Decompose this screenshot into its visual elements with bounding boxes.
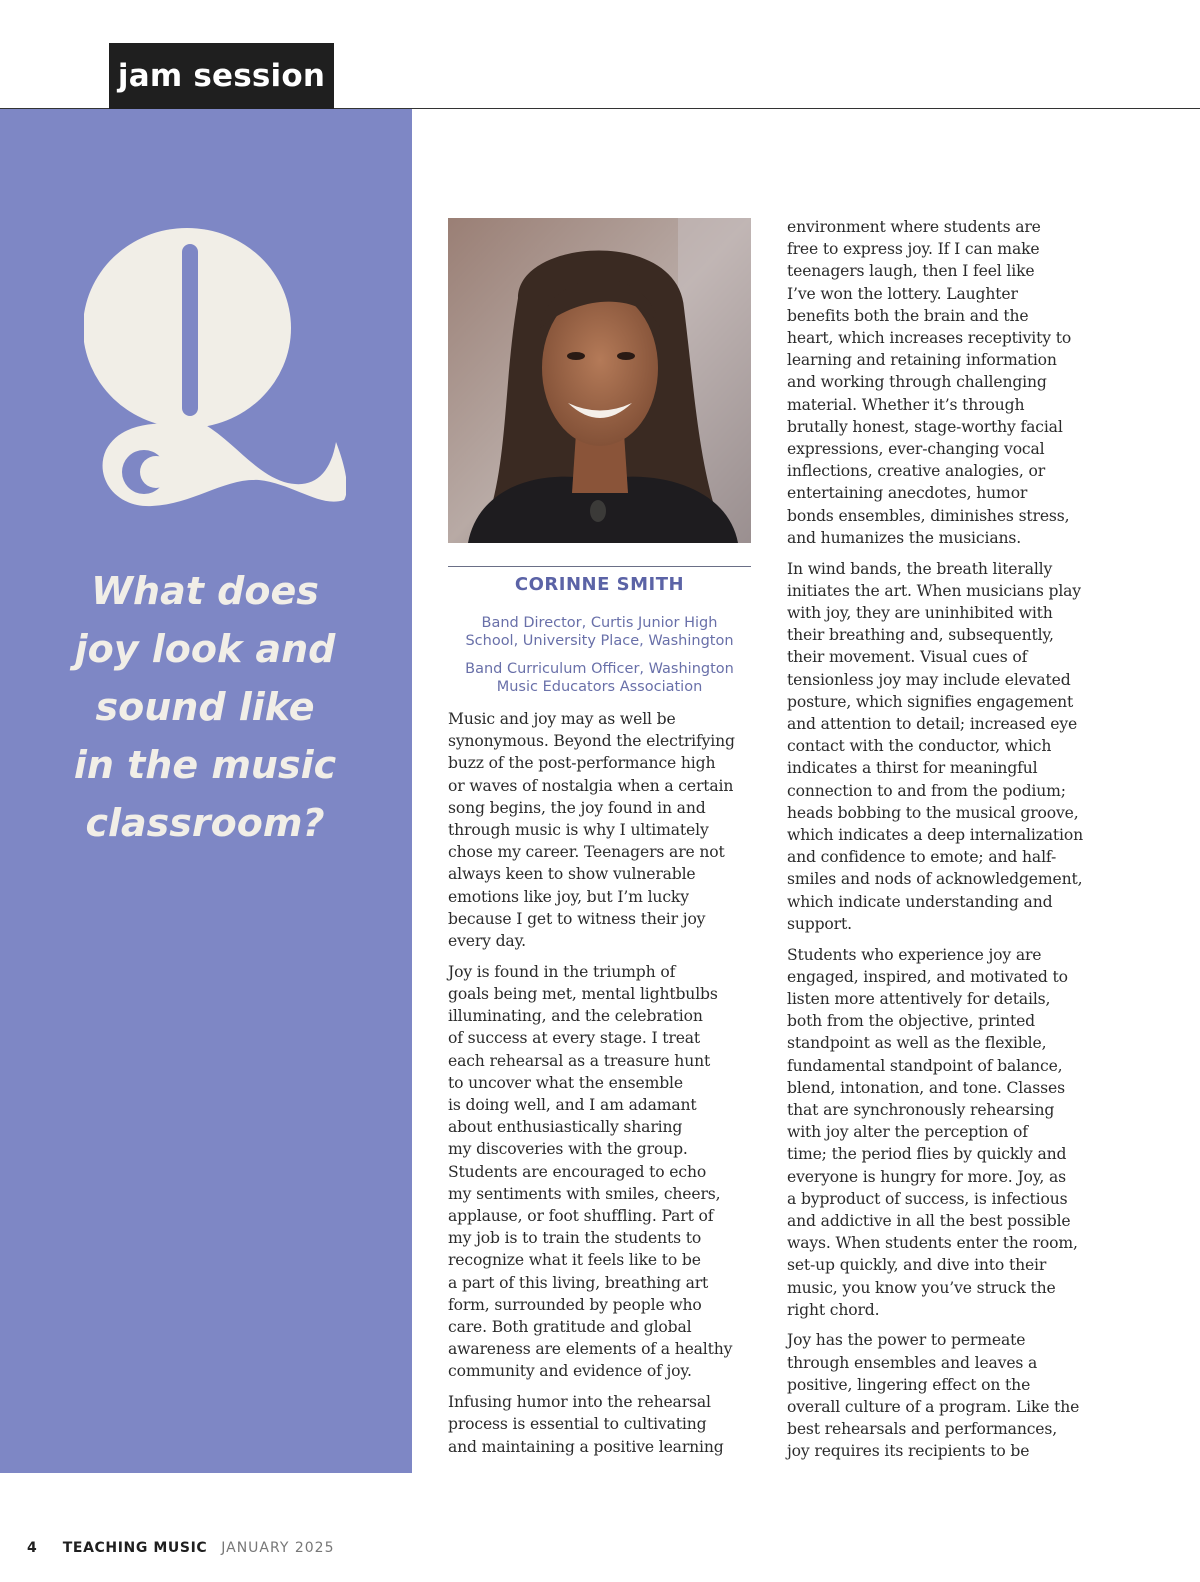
page-number: 4 [27,1540,37,1556]
article-line: each rehearsal as a treasure hunt [448,1051,711,1070]
article-line: awareness are elements of a healthy [448,1340,733,1359]
article-line: their breathing and, subsequently, [787,626,1054,645]
article-line: joy requires its recipients to be [787,1442,1030,1461]
article-line: always keen to show vulnerable [448,865,696,884]
article-line: with joy alter the perception of [787,1123,1028,1142]
portrait-photo [448,218,751,543]
article-line: through ensembles and leaves a [787,1353,1038,1372]
article-line: brutally honest, stage-worthy facial [787,417,1063,436]
article-line: contact with the conductor, which [787,737,1052,756]
article-line: every day. [448,932,526,951]
question-line: sound like [95,685,315,729]
article-line: is doing well, and I am adamant [448,1095,697,1114]
article-line: entertaining anecdotes, humor [787,484,1028,503]
role-line: Band Director, Curtis Junior High [481,615,718,631]
publication-name: TEACHING MUSIC [62,1540,208,1556]
article-line: Joy is found in the triumph of [448,962,676,981]
article-line: material. Whether it’s through [787,395,1025,414]
article-paragraph [448,961,756,1383]
article-line: ways. When students enter the room, [787,1234,1078,1253]
article-line: inflections, creative analogies, or [787,462,1046,481]
article-line: engaged, inspired, and motivated to [787,967,1068,986]
article-paragraph [787,944,1099,1321]
issue-date: JANUARY 2025 [221,1540,335,1556]
role-line: Band Curriculum Officer, Washington [465,661,734,677]
article-line: which indicates a deep internalization [787,825,1084,844]
role-line: Music Educators Association [496,679,703,695]
article-line: initiates the art. When musicians play [787,581,1081,600]
article-line: my job is to train the students to [448,1229,702,1248]
section-tag: jam session [109,43,334,109]
article-line: my sentiments with smiles, cheers, [448,1184,721,1203]
article-line: everyone is hungry for more. Joy, as [787,1167,1066,1186]
author-role-1 [448,614,751,650]
article-line: tensionless joy may include elevated [787,670,1071,689]
page-footer [27,1540,334,1556]
article-paragraph [787,558,1099,935]
article-line: song begins, the joy found in and [448,798,706,817]
article-line: both from the objective, printed [787,1012,1036,1031]
article-line: chose my career. Teenagers are not [448,843,725,862]
article-line: posture, which signifies engagement [787,692,1074,711]
article-line: a part of this living, breathing art [448,1273,709,1292]
article-line: set-up quickly, and dive into their [787,1256,1047,1275]
article-line: indicates a thirst for meaningful [787,759,1038,778]
article-line: synonymous. Beyond the electrifying [448,732,735,751]
author-role-2 [448,660,751,696]
article-paragraph [787,1329,1099,1462]
article-line: form, surrounded by people who [448,1295,702,1314]
author-name: CORINNE SMITH [514,574,685,595]
role-line: School, University Place, Washington [465,633,734,649]
article-line: I’ve won the lottery. Laughter [787,284,1018,303]
article-line: about enthusiastically sharing [448,1118,683,1137]
article-line: which indicate understanding and [787,892,1053,911]
article-line: heads bobbing to the musical groove, [787,803,1079,822]
article-line: applause, or foot shuffling. Part of [448,1206,714,1225]
article-line: standpoint as well as the flexible, [787,1034,1047,1053]
article-line: and addictive in all the best possible [787,1211,1071,1230]
article-column-2 [787,216,1099,1471]
article-line: emotions like joy, but I’m lucky [448,887,689,906]
article-line: of success at every stage. I treat [448,1029,701,1048]
article-column-1 [448,708,756,1466]
article-line: blend, intonation, and tone. Classes [787,1078,1065,1097]
question-line: in the music [73,743,337,787]
article-line: their movement. Visual cues of [787,648,1028,667]
article-line: environment where students are [787,218,1041,236]
article-line: best rehearsals and performances, [787,1420,1058,1439]
article-line: and confidence to emote; and half- [787,848,1057,867]
article-line: learning and retaining information [787,351,1057,370]
article-line: right chord. [787,1300,880,1319]
article-line: process is essential to cultivating [448,1415,707,1434]
article-line: my discoveries with the group. [448,1140,688,1159]
question-line: joy look and [74,627,336,671]
article-line: positive, lingering effect on the [787,1375,1031,1394]
question-line: classroom? [85,801,325,845]
article-line: support. [787,914,852,933]
article-line: care. Both gratitude and global [448,1317,692,1336]
article-line: Students are encouraged to echo [448,1162,707,1181]
article-line: Infusing humor into the rehearsal [448,1393,711,1412]
article-line: that are synchronously rehearsing [787,1100,1055,1119]
article-line: recognize what it feels like to be [448,1251,701,1270]
article-line: listen more attentively for details, [787,989,1051,1008]
article-line: benefits both the brain and the [787,306,1029,325]
article-line: through music is why I ultimately [448,821,709,840]
article-line: a byproduct of success, is infectious [787,1189,1068,1208]
article-line: and maintaining a positive learning [448,1437,724,1456]
article-line: Students who experience joy are [787,945,1042,964]
article-line: goals being met, mental lightbulbs [448,984,718,1003]
article-line: and working through challenging [787,373,1047,392]
article-paragraph [787,216,1099,549]
article-line: expressions, ever-changing vocal [787,440,1045,459]
article-line: because I get to witness their joy [448,909,706,928]
article-line: free to express joy. If I can make [787,240,1040,259]
bio-rule [448,566,751,567]
article-line: time; the period flies by quickly and [787,1145,1067,1164]
article-line: and attention to detail; increased eye [787,714,1078,733]
article-line: illuminating, and the celebration [448,1007,703,1026]
side-question [40,562,370,852]
article-line: or waves of nostalgia when a certain [448,776,734,795]
article-line: and humanizes the musicians. [787,528,1022,547]
article-line: with joy, they are uninhibited with [787,603,1053,622]
article-line: heart, which increases receptivity to [787,329,1072,348]
article-line: community and evidence of joy. [448,1362,692,1381]
article-line: Joy has the power to permeate [787,1331,1026,1350]
article-line: overall culture of a program. Like the [787,1398,1080,1417]
article-line: In wind bands, the breath literally [787,559,1053,578]
article-line: to uncover what the ensemble [448,1073,683,1092]
q-initial-glyph [84,228,346,510]
article-line: smiles and nods of acknowledgement, [787,870,1083,889]
article-line: buzz of the post-performance high [448,754,716,773]
article-paragraph [448,1391,756,1458]
article-line: fundamental standpoint of balance, [787,1056,1063,1075]
article-line: Music and joy may as well be [448,710,676,728]
article-line: teenagers laugh, then I feel like [787,262,1035,281]
article-paragraph [448,708,756,952]
article-line: connection to and from the podium; [787,781,1066,800]
article-line: music, you know you’ve struck the [787,1278,1056,1297]
question-line: What does [91,569,319,613]
article-line: bonds ensembles, diminishes stress, [787,506,1070,525]
